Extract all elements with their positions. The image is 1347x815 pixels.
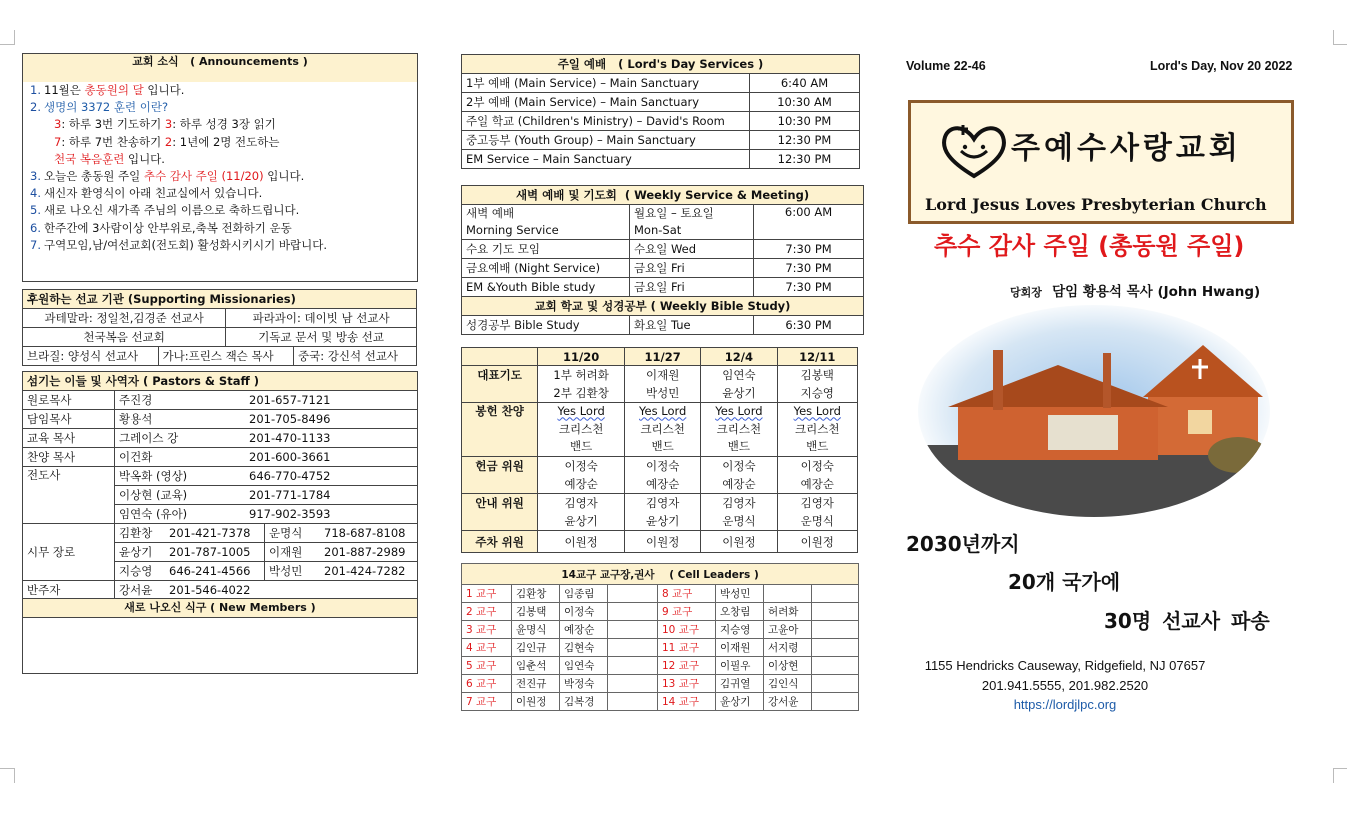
schedule-corner — [462, 348, 538, 366]
weekly-title: 새벽 예배 및 기도회 ( Weekly Service & Meeting) — [462, 186, 864, 205]
cell-number: 14 교구 — [658, 693, 716, 711]
weekly-day: 수요일 Wed — [630, 240, 754, 259]
schedule-cell: Yes Lord 크리스천 밴드 — [625, 403, 701, 457]
weekly-name: 새벽 예배 Morning Service — [462, 205, 630, 240]
weekly-day: 금요일 Fri — [630, 259, 754, 278]
accompanist-role: 반주자 — [23, 581, 115, 600]
cell-spacer — [812, 639, 859, 657]
crop-mark — [0, 768, 15, 783]
cell-leader: 이정숙 — [560, 603, 608, 621]
schedule-cell: 이재원 박성민 — [625, 366, 701, 403]
schedule-cell: 이원정 — [625, 531, 701, 553]
cell-spacer — [812, 675, 859, 693]
cell-leader: 서지령 — [764, 639, 812, 657]
announcements-box — [22, 53, 418, 282]
cell-spacer — [608, 603, 658, 621]
schedule-cell: 이원정 — [538, 531, 625, 553]
service-name: EM Service – Main Sanctuary — [462, 150, 750, 169]
weekly-time: 6:00 AM — [754, 205, 864, 240]
vision-line-1: 2030년까지 — [906, 532, 1020, 556]
announcement-item: 천국 복음훈련 입니다. — [54, 151, 165, 166]
staff-contact: 황용석 201-705-8496 — [115, 410, 418, 429]
missionary-cell: 과테말라: 정일천,김경준 선교사 — [23, 309, 226, 328]
schedule-cell: 김영자 운명식 — [701, 494, 777, 531]
cell-leader: 이필우 — [716, 657, 764, 675]
cell-leader: 전진규 — [512, 675, 560, 693]
service-time: 12:30 PM — [750, 150, 860, 169]
new-members-box — [22, 598, 418, 674]
missionary-cell: 중국: 강신석 선교사 — [293, 347, 416, 366]
vision-line-2: 20개 국가에 — [1008, 570, 1121, 594]
cell-leader: 오창림 — [716, 603, 764, 621]
cell-spacer — [608, 639, 658, 657]
cell-spacer — [608, 675, 658, 693]
service-name: 중고등부 (Youth Group) – Main Sanctuary — [462, 131, 750, 150]
church-building-image — [918, 305, 1270, 517]
staff-contact: 강서윤 201-546-4022 — [115, 581, 418, 600]
schedule-row-label: 헌금 위원 — [462, 457, 538, 494]
staff-role: 원로목사 — [23, 391, 115, 410]
cell-leader: 이원정 — [512, 693, 560, 711]
elder-contact: 윤상기 201-787-1005 — [115, 543, 265, 562]
announcement-item: 2. 생명의 3372 훈련 이란? — [30, 100, 169, 115]
service-time: 6:40 AM — [750, 74, 860, 93]
schedule-cell: 1부 허려화 2부 김환창 — [538, 366, 625, 403]
schedule-cell: 이원정 — [777, 531, 857, 553]
missionary-cell: 파라과이: 데이빗 남 선교사 — [226, 309, 417, 328]
cell-number: 7 교구 — [462, 693, 512, 711]
pastor-name: 담임 황용석 목사 (John Hwang) — [1052, 284, 1261, 300]
cell-spacer — [812, 657, 859, 675]
logo-korean: 주예수사랑교회 — [1011, 131, 1242, 166]
pastor-prefix: 당회장 — [1010, 286, 1042, 299]
cell-number: 3 교구 — [462, 621, 512, 639]
cell-spacer — [608, 657, 658, 675]
elder-contact: 운명식 718-687-8108 — [265, 524, 418, 543]
schedule-cell: 김영자 윤상기 — [625, 494, 701, 531]
schedule-cell: 이정숙 예장순 — [538, 457, 625, 494]
announcement-item: 7: 하루 7번 찬송하기 2: 1년에 2명 전도하는 — [54, 134, 280, 149]
cell-number: 5 교구 — [462, 657, 512, 675]
weekly-day: 금요일 Fri — [630, 278, 754, 297]
cell-leader: 이재원 — [716, 639, 764, 657]
schedule-cell: Yes Lord 크리스천 밴드 — [538, 403, 625, 457]
logo-english: Lord Jesus Loves Presbyterian Church — [925, 195, 1267, 214]
cell-number: 4 교구 — [462, 639, 512, 657]
cell-leader: 예장순 — [560, 621, 608, 639]
crop-mark — [0, 30, 15, 45]
weekly-name: 성경공부 Bible Study — [462, 316, 630, 335]
schedule-cell: 김영자 운명식 — [777, 494, 857, 531]
service-time: 10:30 AM — [750, 93, 860, 112]
announcement-item: 3: 하루 3번 기도하기 3: 하루 성경 3장 읽기 — [54, 117, 276, 132]
pastor-line — [1010, 280, 1260, 300]
cell-spacer — [812, 693, 859, 711]
staff-contact: 박옥화 (영상) 646-770-4752 — [115, 467, 418, 486]
cell-leader: 김환창 — [512, 585, 560, 603]
staff-role: 담임목사 — [23, 410, 115, 429]
staff-contact: 임연숙 (유아) 917-902-3593 — [115, 505, 418, 524]
bible-study-title: 교회 학교 및 성경공부 ( Weekly Bible Study) — [462, 297, 864, 316]
cell-leader: 박정숙 — [560, 675, 608, 693]
cell-spacer — [608, 621, 658, 639]
missionary-cell: 천국복음 선교회 — [23, 328, 226, 347]
schedule-row-label: 안내 위원 — [462, 494, 538, 531]
cell-number: 13 교구 — [658, 675, 716, 693]
services-table — [461, 54, 860, 169]
announcement-item: 4. 새신자 환영식이 아래 친교실에서 있습니다. — [30, 186, 263, 201]
announcement-item: 3. 오늘은 총동원 주일 추수 감사 주일 (11/20) 입니다. — [30, 169, 305, 184]
services-title: 주일 예배 ( Lord's Day Services ) — [462, 55, 860, 74]
staff-role: 교육 목사 — [23, 429, 115, 448]
cell-number: 8 교구 — [658, 585, 716, 603]
weekly-table — [461, 185, 864, 335]
crop-mark — [1333, 30, 1347, 45]
cell-leader: 윤명식 — [512, 621, 560, 639]
cell-spacer — [608, 585, 658, 603]
crop-mark — [1333, 768, 1347, 783]
volume-label: Volume 22-46 — [906, 59, 986, 73]
evangelist-role: 전도사 — [23, 467, 115, 524]
cell-spacer — [608, 693, 658, 711]
schedule-row-label: 봉헌 찬양 — [462, 403, 538, 457]
cell-leader: 김복경 — [560, 693, 608, 711]
cell-number: 10 교구 — [658, 621, 716, 639]
weekly-time: 7:30 PM — [754, 240, 864, 259]
weekly-day: 화요일 Tue — [630, 316, 754, 335]
church-website-link[interactable]: https://lordjlpc.org — [1013, 697, 1117, 712]
missionary-cell: 가나:프린스 잭슨 목사 — [158, 347, 293, 366]
cell-spacer — [812, 621, 859, 639]
staff-role: 찬양 목사 — [23, 448, 115, 467]
cell-number: 9 교구 — [658, 603, 716, 621]
cell-leader: 임춘석 — [512, 657, 560, 675]
cell-leader: 임종림 — [560, 585, 608, 603]
schedule-row-label: 대표기도 — [462, 366, 538, 403]
cell-spacer — [812, 585, 859, 603]
staff-title: 섬기는 이들 및 사역자 ( Pastors & Staff ) — [23, 372, 418, 391]
cell-leader: 김인규 — [512, 639, 560, 657]
staff-table — [22, 371, 418, 600]
schedule-date: 11/20 — [538, 348, 625, 366]
church-phones: 201.941.5555, 201.982.2520 — [981, 678, 1149, 693]
bulletin-date: Lord's Day, Nov 20 2022 — [1150, 59, 1293, 73]
service-name: 주일 학교 (Children's Ministry) – David's Room — [462, 112, 750, 131]
cell-leader: 고윤아 — [764, 621, 812, 639]
schedule-cell: 이정숙 예장순 — [777, 457, 857, 494]
cell-leader: 박성민 — [716, 585, 764, 603]
cell-leaders-table — [461, 563, 859, 711]
announcement-item: 5. 새로 나오신 새가족 주님의 이름으로 축하드립니다. — [30, 203, 300, 218]
new-members-title: 새로 나오신 식구 ( New Members ) — [23, 599, 417, 618]
service-time: 10:30 PM — [750, 112, 860, 131]
weekly-day: 월요일 – 토요일 Mon-Sat — [630, 205, 754, 240]
elder-contact: 김환창 201-421-7378 — [115, 524, 265, 543]
church-address: 1155 Hendricks Causeway, Ridgefield, NJ 07657 — [924, 658, 1206, 673]
cell-leader: 지승영 — [716, 621, 764, 639]
announcements-header — [23, 54, 417, 82]
missionary-cell: 브라질: 양성식 선교사 — [23, 347, 159, 366]
announcement-item: 6. 한주간에 3사람이상 안부위로,축복 전화하기 운동 — [30, 220, 292, 235]
elder-role: 시무 장로 — [23, 524, 115, 581]
cell-leader: 윤상기 — [716, 693, 764, 711]
elder-contact: 이재원 201-887-2989 — [265, 543, 418, 562]
missionary-cell: 기독교 문서 및 방송 선교 — [226, 328, 417, 347]
announcement-item: 7. 구역모임,남/여선교회(전도회) 활성화시키시기 바랍니다. — [30, 237, 327, 252]
staff-contact: 이상현 (교육) 201-771-1784 — [115, 486, 418, 505]
schedule-date: 12/11 — [777, 348, 857, 366]
cell-number: 2 교구 — [462, 603, 512, 621]
schedule-date: 12/4 — [701, 348, 777, 366]
schedule-cell: Yes Lord 크리스천 밴드 — [701, 403, 777, 457]
church-logo — [908, 100, 1294, 224]
announcements-title: 교회 소식 — [132, 55, 179, 68]
weekly-name: 수요 기도 모임 — [462, 240, 630, 259]
staff-contact: 주진경 201-657-7121 — [115, 391, 418, 410]
cell-leader: 허려화 — [764, 603, 812, 621]
missionaries-table — [22, 289, 417, 366]
church-photo — [918, 305, 1270, 517]
elder-contact: 박성민 201-424-7282 — [265, 562, 418, 581]
staff-contact: 이건화 201-600-3661 — [115, 448, 418, 467]
service-name: 1부 예배 (Main Service) – Main Sanctuary — [462, 74, 750, 93]
service-name: 2부 예배 (Main Service) – Main Sanctuary — [462, 93, 750, 112]
weekly-name: 금요예배 (Night Service) — [462, 259, 630, 278]
schedule-cell: 이원정 — [701, 531, 777, 553]
cell-number: 6 교구 — [462, 675, 512, 693]
schedule-cell: 김영자 윤상기 — [538, 494, 625, 531]
schedule-cell: Yes Lord 크리스천 밴드 — [777, 403, 857, 457]
service-time: 12:30 PM — [750, 131, 860, 150]
weekly-name: EM &Youth Bible study — [462, 278, 630, 297]
cell-leader: 김봉택 — [512, 603, 560, 621]
cell-leader: 임연숙 — [560, 657, 608, 675]
weekly-time: 7:30 PM — [754, 278, 864, 297]
cell-leader: 강서윤 — [764, 693, 812, 711]
cell-number: 12 교구 — [658, 657, 716, 675]
schedule-cell: 김봉택 지승영 — [777, 366, 857, 403]
weekly-time: 7:30 PM — [754, 259, 864, 278]
announcement-item: 1. 11월은 총동원의 달 입니다. — [30, 83, 185, 97]
vision-line-3: 30명 선교사 파송 — [1104, 609, 1270, 633]
cell-leader: 김인식 — [764, 675, 812, 693]
schedule-cell: 임연숙 윤상기 — [701, 366, 777, 403]
schedule-cell: 이정숙 예장순 — [701, 457, 777, 494]
schedule-cell: 이정숙 예장순 — [625, 457, 701, 494]
cell-number: 11 교구 — [658, 639, 716, 657]
schedule-row-label: 주차 위원 — [462, 531, 538, 553]
schedule-date: 11/27 — [625, 348, 701, 366]
heart-logo-icon — [939, 121, 1009, 181]
duty-schedule-table — [461, 347, 858, 553]
announcements-title-en: ( Announcements ) — [190, 55, 308, 68]
cell-spacer — [812, 603, 859, 621]
headline: 추수 감사 주일 (총동원 주일) — [934, 232, 1245, 260]
announcements-list — [30, 82, 414, 254]
staff-contact: 그레이스 강 201-470-1133 — [115, 429, 418, 448]
missionaries-title: 후원하는 선교 기관 (Supporting Missionaries) — [23, 290, 417, 309]
cell-number: 1 교구 — [462, 585, 512, 603]
cell-leader: 김귀열 — [716, 675, 764, 693]
cell-leader: 이상현 — [764, 657, 812, 675]
cell-leader — [764, 585, 812, 603]
cell-leaders-title: 14교구 교구장,권사 ( Cell Leaders ) — [462, 564, 859, 585]
cell-leader: 김현숙 — [560, 639, 608, 657]
elder-contact: 지승영 646-241-4566 — [115, 562, 265, 581]
weekly-time: 6:30 PM — [754, 316, 864, 335]
